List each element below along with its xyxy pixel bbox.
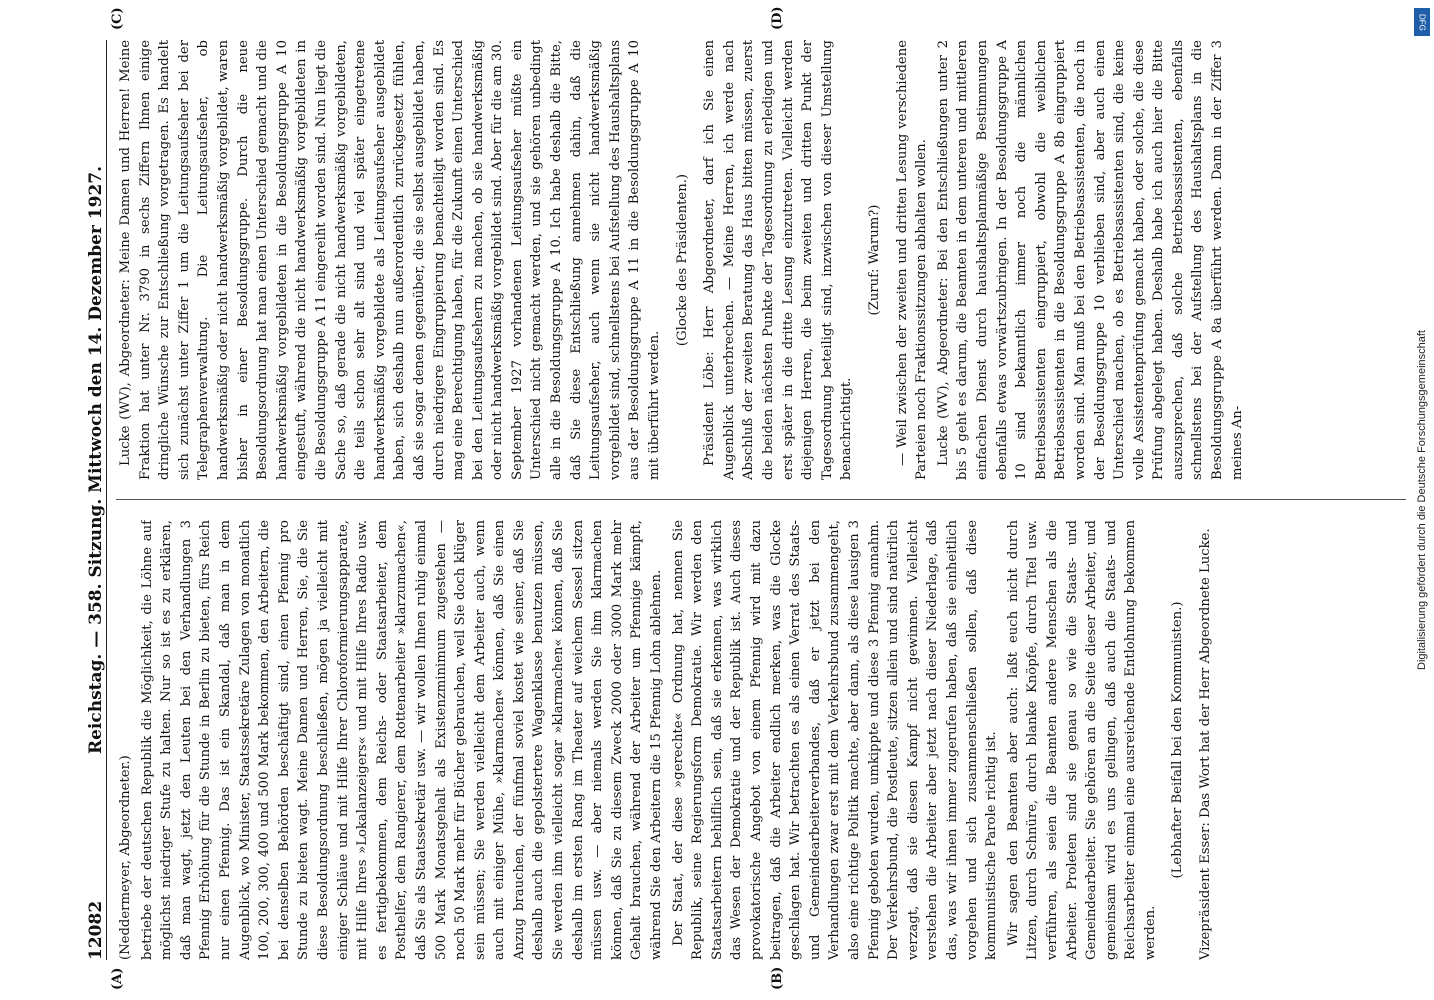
paragraph: Lucke (WV), Abgeordneter: Bei den Entschließungen unter 2 bis 5 geht es darum, die Beamten in dem unteren und mittleren einfachen Dienst durch haushaltsplanmäßige Bestimmungen ebenfalls etwas vorwärtszubringen. In der Besoldungsgruppe A 10 sind bekanntlich immer noch die männlichen Betriebsassistenten eingruppiert, obwohl die weiblichen Betriebsassistenten in die Besoldungsgruppe A 8b eingruppiert worden sind. Man muß bei den Betriebsassistenten, die noch in der Besoldungsgruppe 10 verblieben sind, aber auch einen Unterschied machen, ob es Betriebsassistenten sind, die keine volle Assistentenprüfung gemacht haben, oder solche, die diese Prüfung abgelegt haben. Deshalb habe ich auch hier die Bitte auszusprechen, daß solche Betriebsassistenten, ebenfalls schnellstens bei der Aufstellung des Haushaltsplans in die Besoldungsgruppe A 8a überführt werden. Dann in der Ziffer 3 meines An- (935, 40, 1245, 480)
paragraph: betriebe der deutschen Republik die Möglichkeit, die Löhne auf möglichst niedriger Stufe zu halten. Nur so ist es zu erklären, daß man wagt, jetzt den Leuten bei den Verhandlungen 3 Pfennig Erhöhung für die Stunde in Berlin zu bieten, fürs Reich nur einen Pfennig. Das ist ein Skandal, daß man in dem Augenblick, wo Minister, Staatssekretäre Zulagen von monatlich 100, 200, 300, 400 und 500 Mark bekommen, den Arbeitern, die bei denselben Behörden beschäftigt sind, einen Pfennig pro Stunde zu bieten wagt. Meine Damen und Herren, Sie, die Sie diese Besoldungsordnung beschließen, mögen ja vielleicht mit einiger Schläue und mit Hilfe Ihrer Chloroformierungsapparate, mit Hilfe Ihres »Lokalanzeigers« und mit Hilfe Ihres Radio usw. es fertigbekommen, dem Reichs- oder Staatsarbeiter, dem Posthelfer, dem Rangierer, dem Rottenarbeiter »klarzumachen«, daß Sie als Staatssekretär usw. — wir wollen Ihnen ruhig einmal 500 Mark Monatsgehalt als Existenzminimum zugestehen — noch 50 Mark mehr für Bücher gebrauchen, weil Sie doch klüger sein müssen; Sie werden vielleicht dem Arbeiter auch, wenn auch mit einiger Mühe, »klarmachen« können, daß Sie einen Anzug brauchen, der fünfmal soviel kostet wie seiner, daß Sie deshalb auch die gepolstertere Wagenklasse benutzen müssen, Sie werden ihm vielleicht sogar »klarmachen« können, daß Sie deshalb im ersten Rang im Theater auf weichem Sessel sitzen müssen usw. — aber niemals werden Sie ihm klarmachen können, daß Sie zu diesem Zweck 2000 oder 3000 Mark mehr Gehalt brauchen, während der Arbeiter um Pfennige kämpft, während Sie den Arbeitern die 15 Pfennig Lohn ablehnen. (139, 520, 665, 960)
right-column (116, 40, 1406, 480)
speaker-continuation: (Neddermeyer, Abgeordneter.) (118, 755, 133, 960)
applause-note: (Lebhafter Beifall bei den Kommunisten.) (1170, 601, 1186, 879)
margin-mark-b: (B) (770, 966, 785, 990)
credit-text: Digitalisierung gefördert durch die Deutsche Forschungsgemeinschaft (1416, 330, 1428, 670)
digitization-credit (1410, 0, 1434, 1000)
dfg-logo-icon: DFG (1414, 8, 1430, 36)
interjection-note: (Zuruf: Warum?) (866, 204, 882, 316)
paragraph: — Weil zwischen der zweiten und dritten Lesung verschiedene Parteien noch Fraktionssitzungen abhalten wollen. (894, 40, 930, 480)
margin-mark-d: (D) (770, 6, 785, 30)
paragraph: Lucke (WV), Abgeordneter: Meine Damen und Herren! Meine Fraktion hat unter Nr. 3790 in sechs Ziffern Ihnen einige dringliche Wünsche zur Entschließung vorgetragen. Es handelt sich zunächst unter Ziffer 1 um die Leitungsaufseher bei der Telegraphenverwaltung. Die Leitungsaufseher, ob handwerksmäßig oder nicht handwerksmäßig vorgebildet, waren bisher in einer Besoldungsgruppe. Durch die neue Besoldungsordnung hat man einen Unterschied gemacht und die handwerksmäßig vorgebildeten in die Besoldungsgruppe A 10 eingestuft, während die nicht handwerksmäßig vorgebildeten in die Besoldungsgruppe A 11 eingereiht worden sind. Nun liegt die Sache so, daß gerade die nicht handwerksmäßig vorgebildeten, die teils schon sehr alt sind und viel später eingetretene handwerksmäßig vorgebildete als Leitungsaufseher ausgebildet haben, sich deshalb nun außerordentlich zurückgesetzt fühlen, daß sie sogar denen gegenüber, die sie selbst ausgebildet haben, durch niedrigere Eingruppierung benachteiligt worden sind. Es mag eine Berechtigung haben, für die Zukunft einen Unterschied bei den Leitungsaufsehern zu machen, ob sie handwerksmäßig oder nicht handwerksmäßig vorgebildet sind. Aber für die am 30. September 1927 vorhandenen Leitungsaufseher müßte ein Unterschied nicht gemacht werden, und sie gehören unbedingt alle in die Besoldungsgruppe A 10. Ich habe deshalb die Bitte, daß Sie diese Entschließung annehmen dahin, daß die Leitungsaufseher, auch wenn sie nicht handwerksmäßig vorgebildet sind, schnellstens bei Aufstellung des Haushaltsplans aus der Besoldungsgruppe A 11 in die Besoldungsgruppe A 10 mit überführt werden. (118, 40, 663, 480)
vice-president-statement: Vizepräsident Esser: Das Wort hat der Herr Abgeordnete Lucke. (1198, 528, 1214, 960)
paragraph: Der Staat, der diese »gerechte« Ordnung hat, nennen Sie Republik, seine Regierungsform Demokratie. Wir werden den Staatsarbeitern behilflich sein, daß sie erkennen, was wirklich das Wesen der Demokratie und der Republik ist. Auch dieses provokatorische Angebot von einem Pfennig wird mit dazu beitragen, daß die Arbeiter endlich merken, was die Glocke geschlagen hat. Wir betrachten es als einen Verrat des Staats- und Gemeindearbeiterverbandes, daß er jetzt bei den Verhandlungen zwar erst mit dem Verkehrsbund zusammengeht, also eine richtige Politik machte, aber dann, als diese lausigen 3 Pfennig geboten wurden, umkippte und diese 3 Pfennig annahm. Der Verkehrsbund, die Postleute, sitzen allein und sind natürlich verzagt, daß sie diesen Kampf nicht gewinnen. Vielleicht verstehen die Arbeiter aber jetzt nach dieser Niederlage, daß das, was wir ihnen immer zugerufen haben, daß sie einheitlich vorgehen und sich zusammenschließen sollen, daß diese kommunistische Parole richtig ist. (670, 520, 1000, 960)
bell-note: (Glocke des Präsidenten.) (674, 173, 690, 347)
rotated-text-block (70, 6, 1410, 990)
document-page (70, 6, 1410, 990)
president-statement: Präsident Löbe: Herr Abgeordneter, darf ich Sie einen Augenblick unterbrechen. — Meine Herren, ich werde nach Abschluß der zweiten Beratung das Haus bitten müssen, zuerst die beiden nächsten Punkte der Tagesordnung zu erledigen und erst später in die dritte Lesung einzutreten. Vielleicht werden diejenigen Herren, die beim zweiten und dritten Punkt der Tagesordnung beteiligt sind, inzwischen von dieser Umstellung benachrichtigt. (702, 40, 855, 480)
paragraph: Wir sagen den Beamten aber auch: laßt euch nicht durch Litzen, durch Schnüre, durch blanke Knöpfe, durch Titel usw. verführen, als seien die Beamten andere Menschen als die Arbeiter. Proleten sind sie genau so wie die Staats- und Gemeindearbeiter. Sie gehören an die Seite dieser Arbeiter, und gemeinsam wird es uns gelingen, daß auch die Staats- und Reichsarbeiter einmal eine ausreichende Entlohnung bekommen werden. (1005, 520, 1158, 960)
header-title: Reichstag. — 358. Sitzung. Mittwoch den 14. Dezember 1927. (86, 165, 106, 755)
left-column (116, 520, 1406, 960)
margin-mark-c: (C) (110, 7, 125, 30)
column-divider (116, 499, 1406, 500)
page-number: 12082 (86, 900, 106, 960)
page-header (70, 40, 107, 960)
margin-mark-a: (A) (110, 967, 125, 990)
